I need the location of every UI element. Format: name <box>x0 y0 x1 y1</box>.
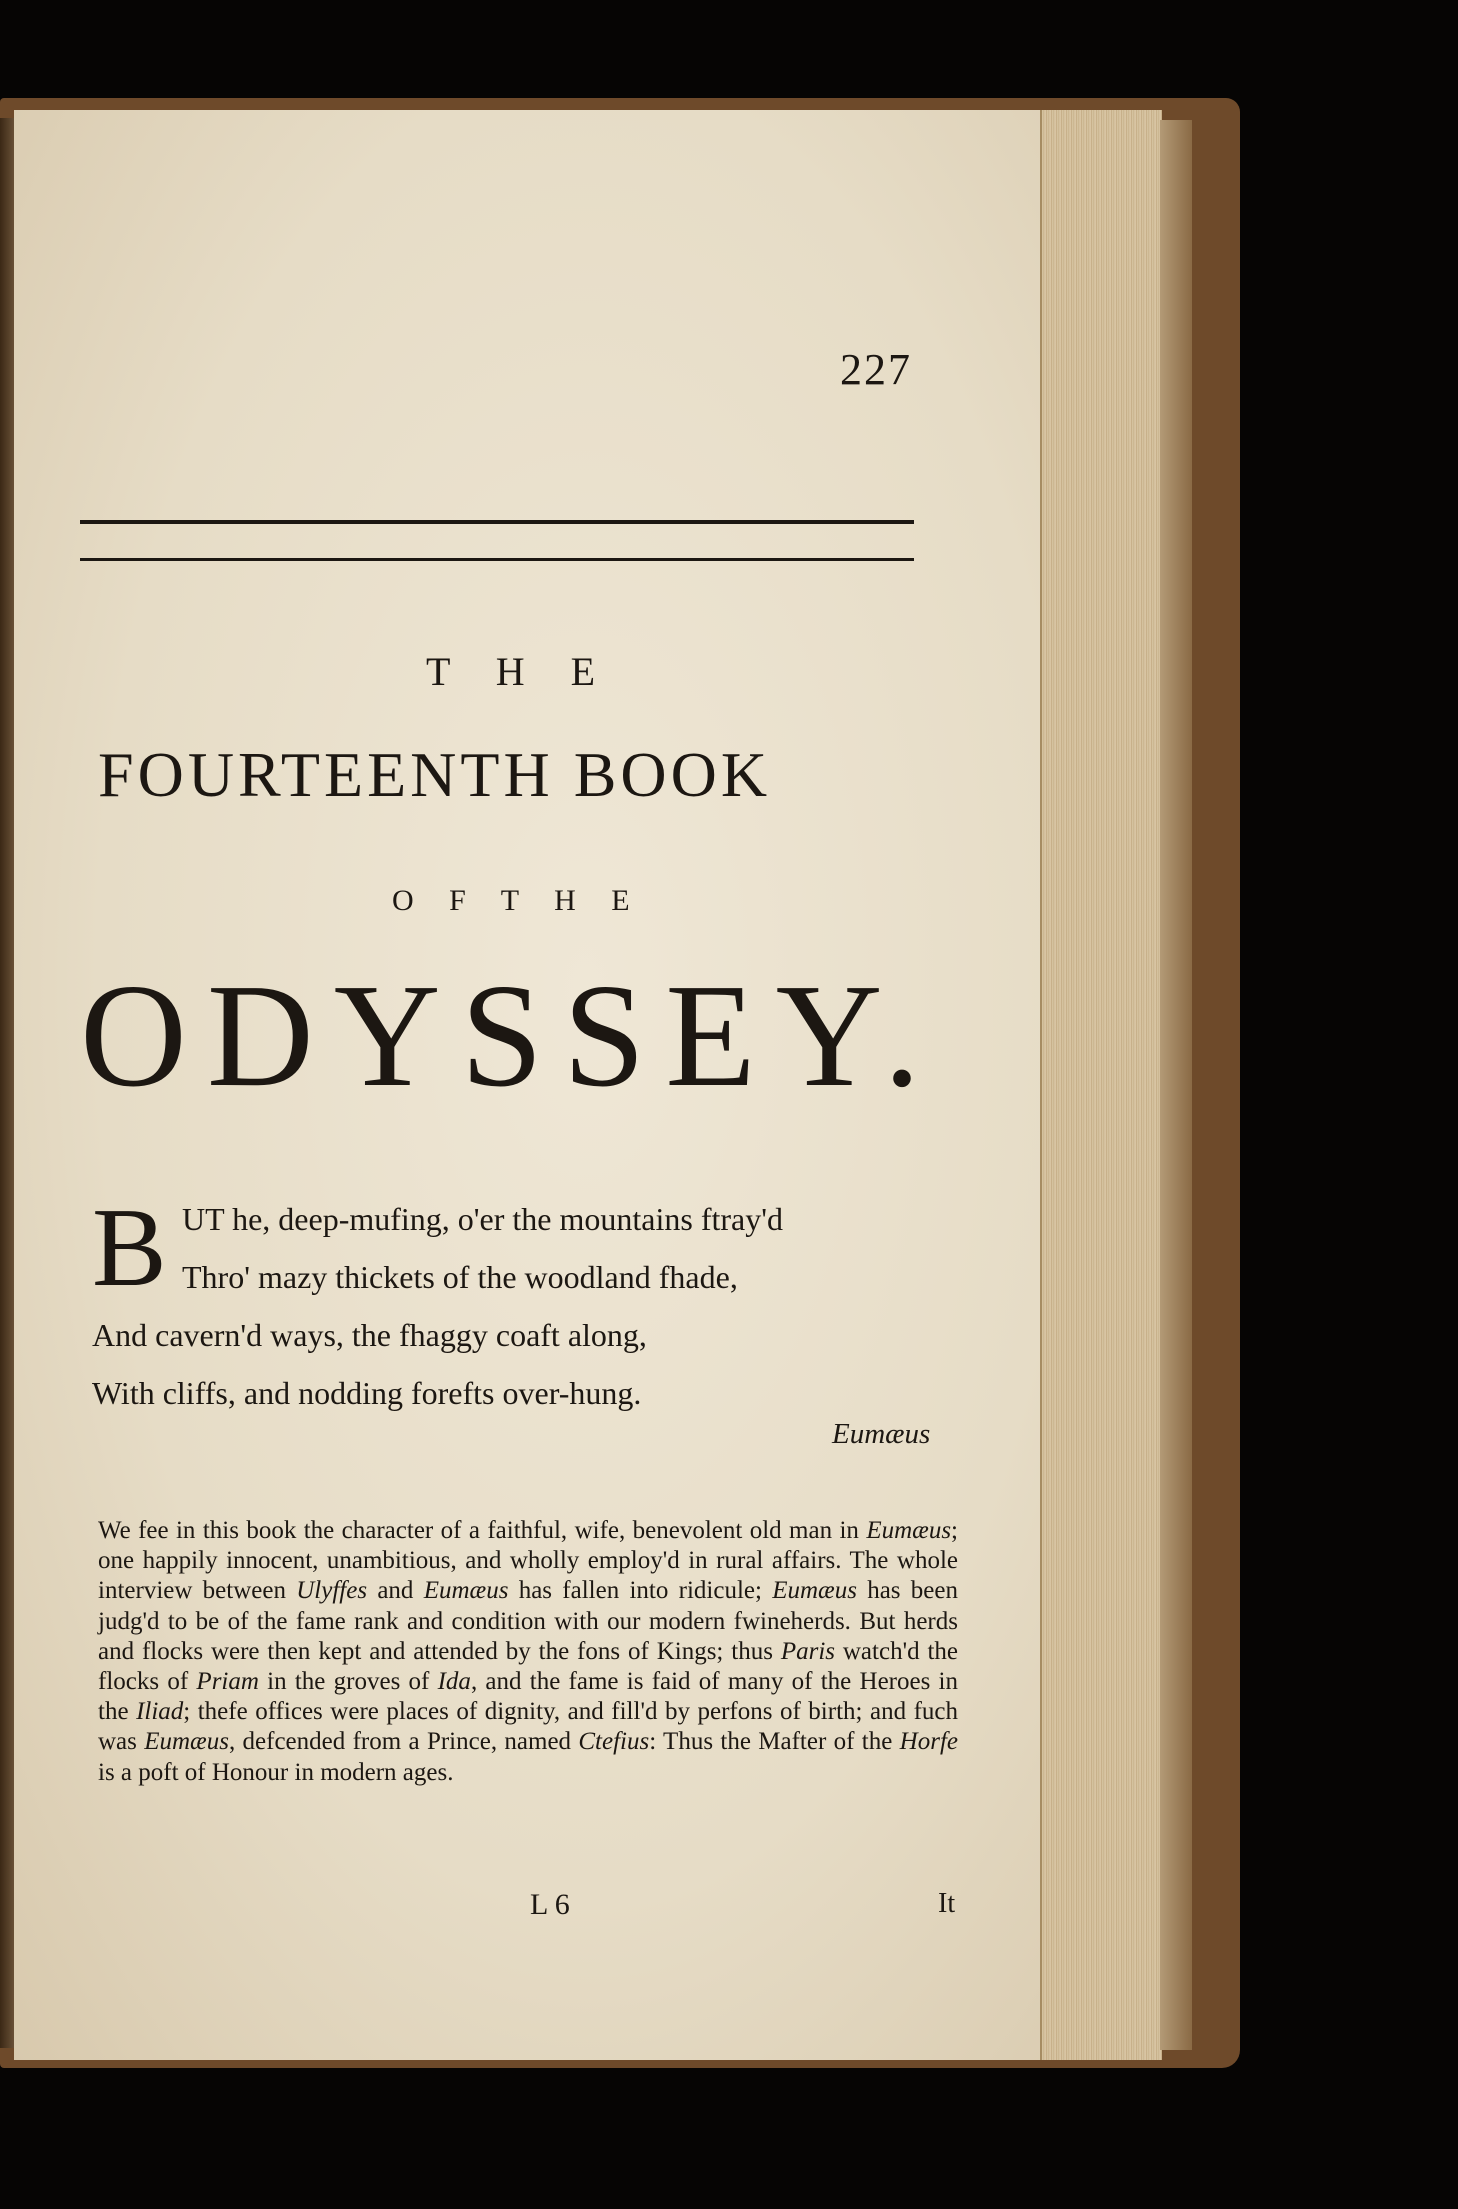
italic-name: Iliad <box>136 1698 184 1726</box>
verse-line: With cliffs, and nodding forefts over-hung. <box>92 1375 642 1411</box>
title-the: T H E <box>426 649 614 694</box>
page-fore-edge <box>1040 110 1162 2060</box>
catchword: Eumæus <box>832 1418 931 1450</box>
page-number: 227 <box>840 345 912 394</box>
note-text: and <box>367 1577 424 1605</box>
footer-catchword: It <box>938 1888 956 1919</box>
note-text: , defcended from a Prince, named <box>228 1728 579 1756</box>
verse-line: Thro' mazy thickets of the woodland fhade, <box>182 1259 738 1295</box>
italic-name: Ctefius <box>578 1728 650 1756</box>
italic-name: Ida <box>437 1668 471 1696</box>
title-of-the: O F T H E <box>392 884 644 917</box>
note-text: ; one happily innocent, unambitious, and wholly employ'd in rural affairs. The whole interview between <box>98 1517 958 1605</box>
note-text: in the groves of <box>258 1668 438 1696</box>
note-text: watch'd the flocks of <box>98 1637 958 1696</box>
italic-name: Eumæus <box>144 1728 229 1756</box>
verse-line: And cavern'd ways, the fhaggy coaft along, <box>92 1317 647 1353</box>
signature-mark: L 6 <box>530 1888 570 1921</box>
note-text: has fallen into ridicule; <box>508 1577 773 1605</box>
note-text: ; thefe offices were places of dignity, and fill'd by perfons of birth; and fuch was <box>98 1698 958 1756</box>
italic-name: Paris <box>780 1637 835 1665</box>
book-edge <box>1160 120 1192 2050</box>
note-text: : Thus the Mafter of the <box>649 1728 900 1756</box>
commentary-notes <box>98 1516 958 1788</box>
italic-name: Ulyffes <box>296 1577 368 1605</box>
note-text: has been judg'd to be of the fame rank and condition with our modern fwineherds. But herds and flocks were then kept and attended by the fons of Kings; thus <box>98 1577 958 1665</box>
italic-name: Horfe <box>899 1728 958 1756</box>
italic-name: Eumæus <box>772 1577 857 1605</box>
italic-name: Eumæus <box>423 1577 509 1605</box>
italic-name: Priam <box>196 1668 259 1696</box>
italic-name: Eumæus <box>866 1517 952 1544</box>
note-text: is a poft of Honour in modern ages. <box>98 1758 454 1786</box>
top-rule <box>80 520 914 524</box>
title-odyssey: ODYSSEY. <box>80 954 941 1118</box>
note-text: , and the fame is faid of many of the Heroes in the <box>98 1668 959 1726</box>
note-text: We fee in this book the character of a faithful, wife, benevolent old man in <box>98 1517 867 1544</box>
second-rule <box>80 558 914 561</box>
verse-line: UT he, deep-mufing, o'er the mountains ftray'd <box>182 1201 783 1237</box>
verse-block <box>92 1186 952 1422</box>
drop-cap: B <box>92 1186 167 1310</box>
title-fourteenth-book: FOURTEENTH BOOK <box>98 739 772 810</box>
book-page <box>14 110 1054 2060</box>
